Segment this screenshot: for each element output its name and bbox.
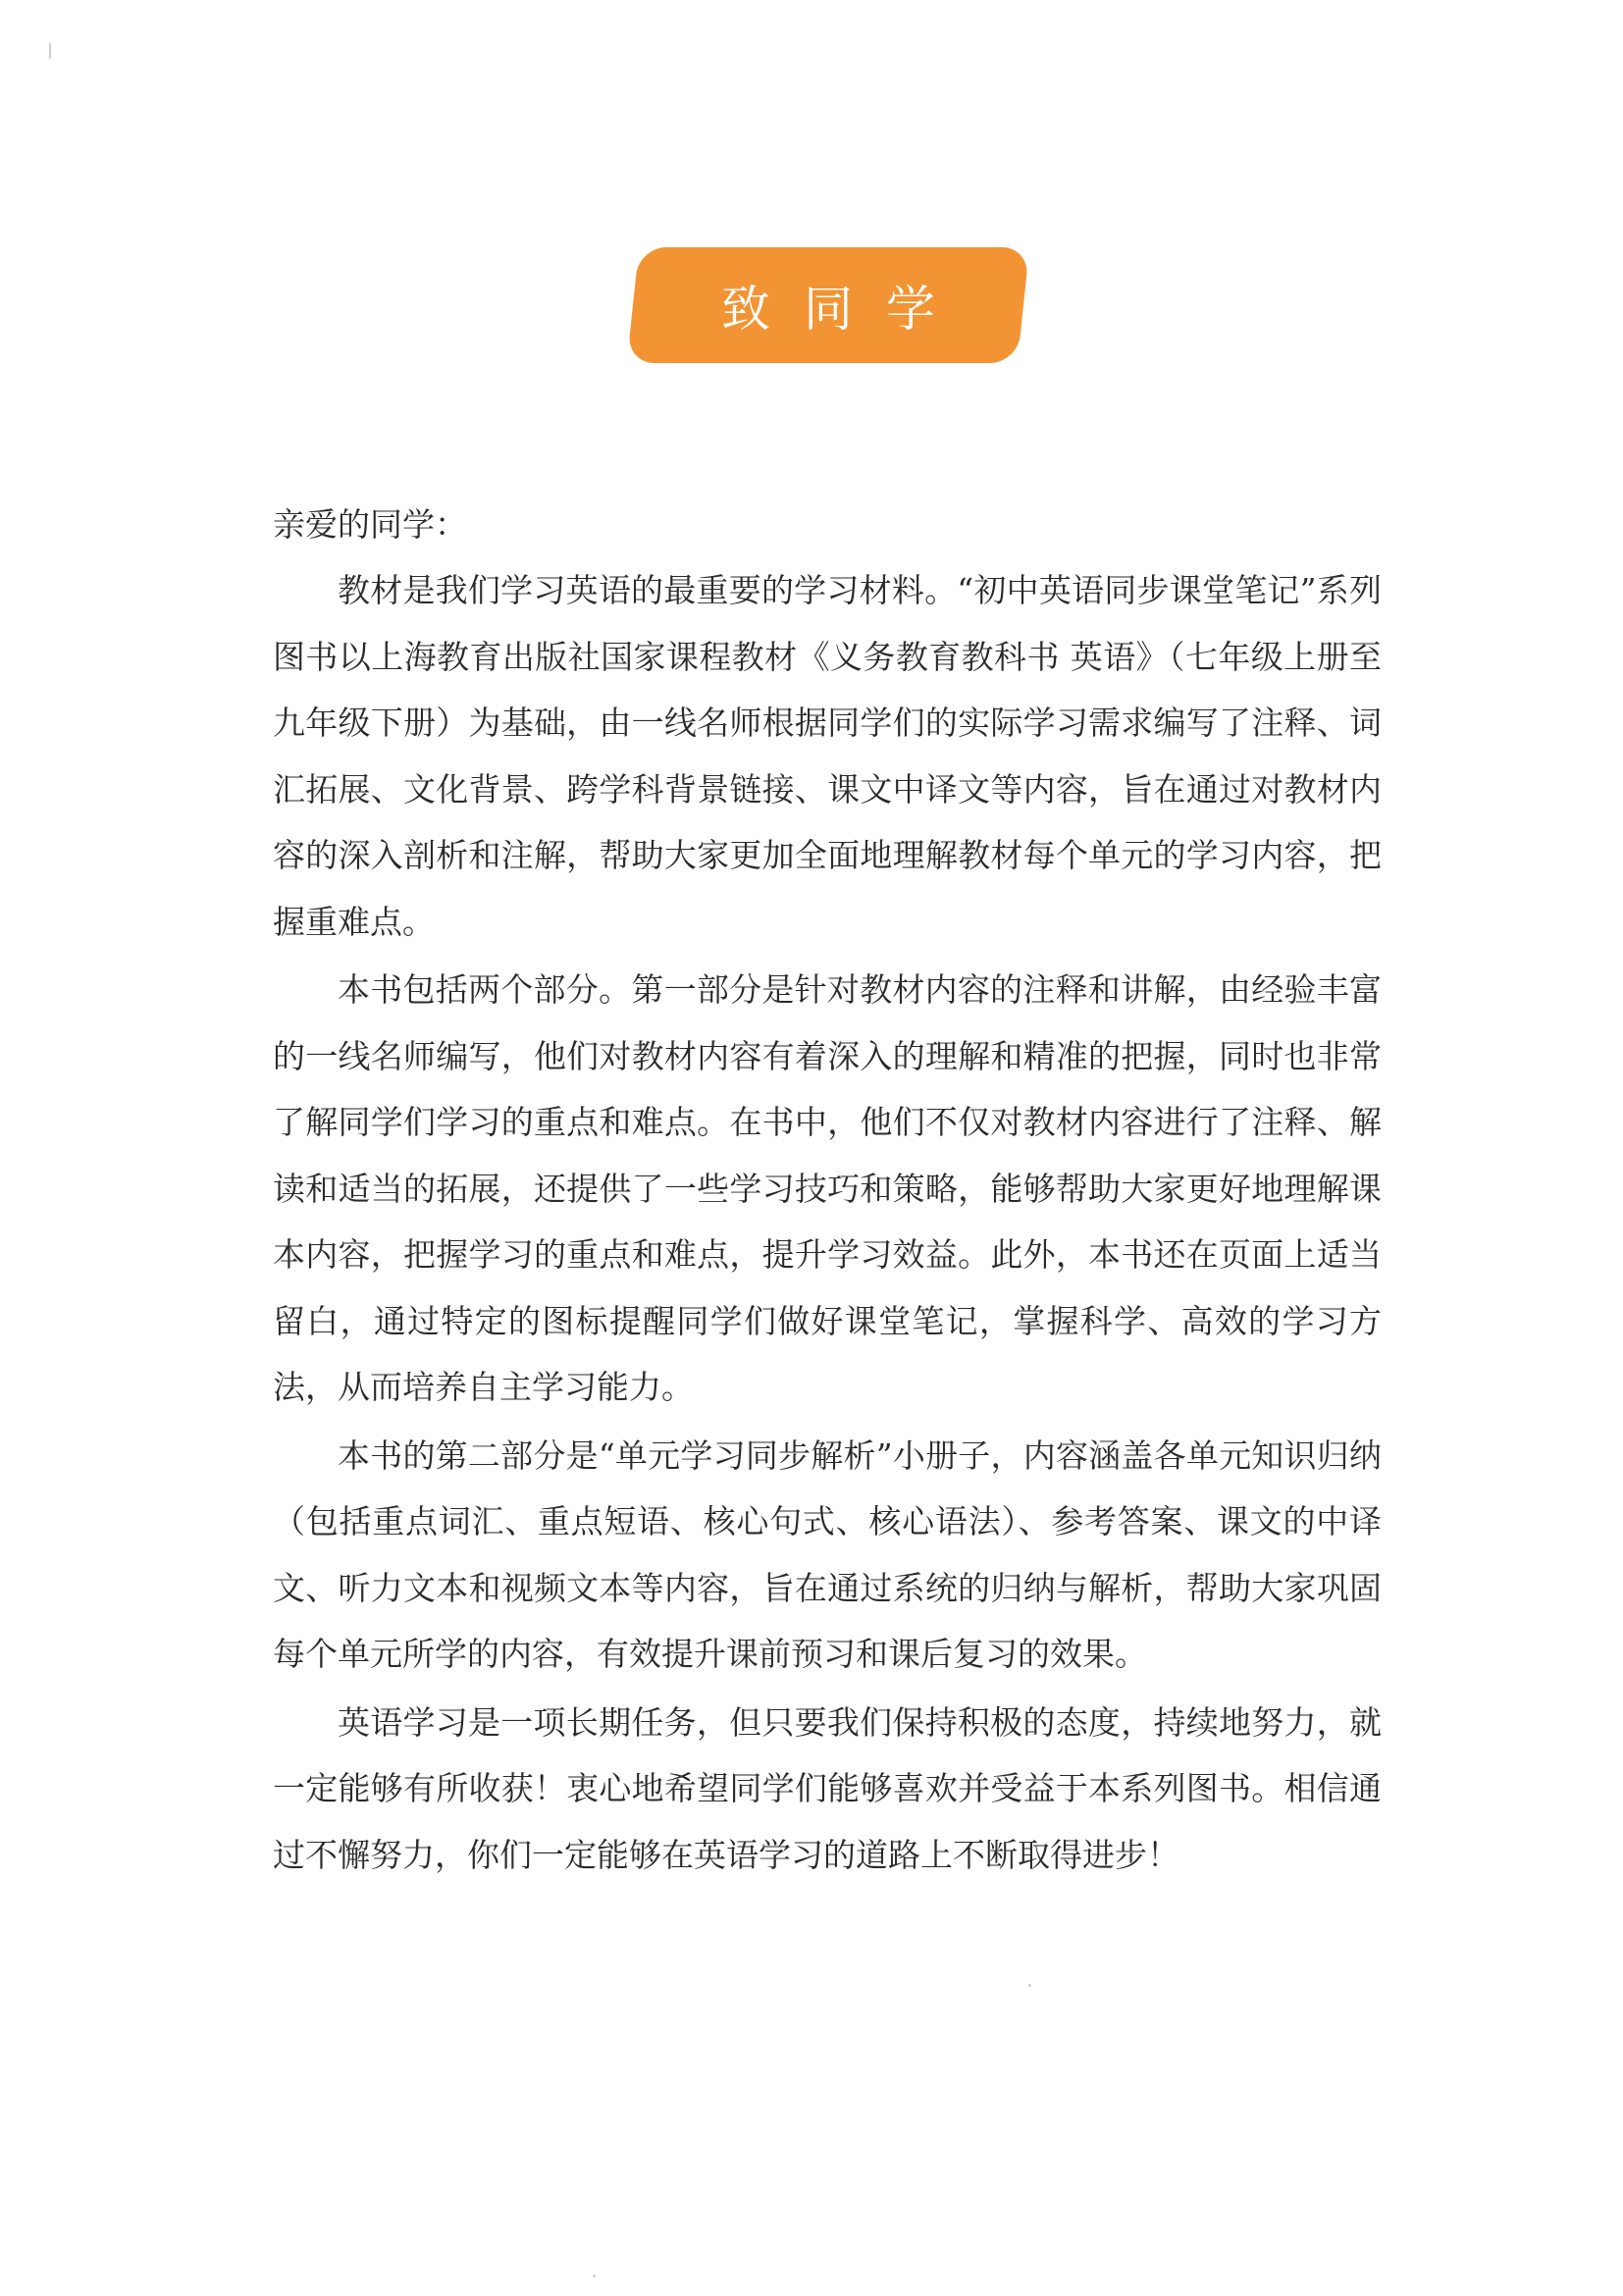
letter-body [273, 493, 1382, 1888]
paragraph-1: 教材是我们学习英语的最重要的学习材料。“初中英语同步课堂笔记”系列图书以上海教育出版社国家课程教材《义务教育教科书 英语》（七年级上册至九年级下册）为基础，由一线名师根据同学们的实际学习需求编写了注释、词汇拓展、文化背景、跨学科背景链接、课文中译文等内容，旨在通过对教材内容的深入剖析和注解，帮助大家更加全面地理解教材每个单元的学习内容，把握重难点。 [273, 571, 1382, 941]
page-title: 致同学 [721, 281, 969, 338]
title-badge [627, 247, 1029, 363]
scan-mark [49, 43, 51, 59]
paragraph-4: 英语学习是一项长期任务，但只要我们保持积极的态度，持续地努力，就一定能够有所收获！衷心地希望同学们能够喜欢并受益于本系列图书。相信通过不懈努力，你们一定能够在英语学习的道路上不断取得进步！ [273, 1702, 1382, 1874]
paragraph-3: 本书的第二部分是“单元学习同步解析”小册子，内容涵盖各单元知识归纳（包括重点词汇、重点短语、核心句式、核心语法）、参考答案、课文的中译文、听力文本和视频文本等内容，旨在通过系统的归纳与解析，帮助大家巩固每个单元所学的内容，有效提升课前预习和课后复习的效果。 [273, 1435, 1382, 1673]
greeting: 亲爱的同学： [273, 505, 467, 544]
paragraph-2: 本书包括两个部分。第一部分是针对教材内容的注释和讲解，由经验丰富的一线名师编写，他们对教材内容有着深入的理解和精准的把握，同时也非常了解同学们学习的重点和难点。在书中，他们不仅对教材内容进行了注释、解读和适当的拓展，还提供了一些学习技巧和策略，能够帮助大家更好地理解课本内容，把握学习的重点和难点，提升学习效益。此外，本书还在页面上适当留白，通过特定的图标提醒同学们做好课堂笔记，掌握科学、高效的学习方法，从而培养自主学习能力。 [273, 970, 1382, 1406]
scan-mark [1028, 1984, 1031, 1987]
scan-mark [593, 2274, 596, 2277]
